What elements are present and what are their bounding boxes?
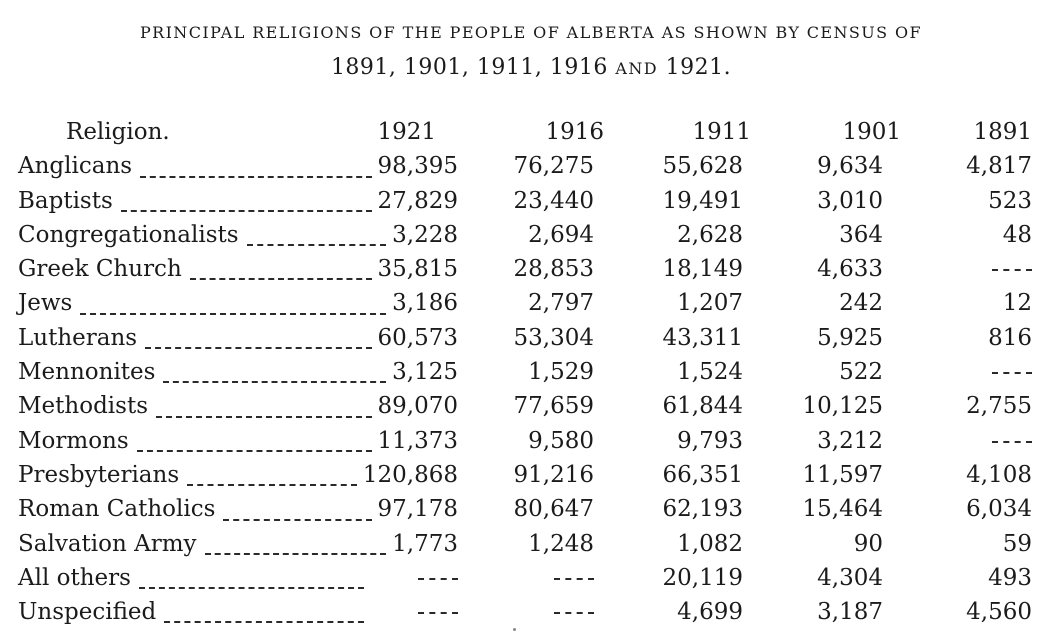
value-1901: 3,212 [817, 427, 883, 454]
header-1921: 1921 [377, 119, 436, 145]
religion-name: Methodists [18, 393, 148, 420]
value-1891: 59 [1002, 530, 1032, 557]
value-1901: 522 [839, 359, 883, 386]
table-row [18, 252, 1032, 286]
value-1891: 6,034 [966, 496, 1032, 523]
value-1911: 43,311 [662, 324, 743, 351]
value-1911: 62,193 [662, 496, 743, 523]
leader-dashes [139, 587, 364, 589]
leader-dashes [190, 278, 372, 280]
title-text: PRINCIPAL RELIGIONS OF THE PEOPLE OF ALBERTA AS SHOWN BY CENSUS OF [139, 23, 923, 42]
table-row [18, 355, 1032, 389]
empty-dash [418, 612, 458, 614]
value-1891: 12 [1002, 290, 1032, 317]
leader-dashes [140, 176, 371, 178]
empty-dash [992, 372, 1032, 374]
value-1891: 48 [1002, 221, 1032, 248]
header-row [18, 115, 1032, 149]
value-1911: 20,119 [662, 564, 743, 591]
value-1916: 2,797 [528, 290, 594, 317]
table-row [18, 218, 1032, 252]
value-1921: 1,773 [392, 530, 458, 557]
header-religion: Religion. [66, 119, 170, 145]
leader-dashes [156, 416, 372, 418]
value-1911: 61,844 [662, 393, 743, 420]
religion-cell [18, 149, 458, 183]
religion-cell [18, 355, 458, 389]
religion-name: Baptists [18, 187, 113, 214]
value-1916: 9,580 [528, 427, 594, 454]
title-line-2 [0, 50, 1062, 86]
religion-name: All others [18, 564, 131, 591]
value-1921-empty [378, 595, 458, 629]
title-last-year: 1921. [665, 55, 732, 80]
value-1916: 80,647 [513, 496, 594, 523]
table-row [18, 595, 1032, 629]
value-1891: 2,755 [966, 393, 1032, 420]
value-1921: 120,868 [362, 461, 458, 488]
empty-dash [554, 612, 594, 614]
leader-dashes [121, 210, 372, 212]
religion-cell [18, 389, 458, 423]
value-1901: 5,925 [817, 324, 883, 351]
table-row [18, 527, 1032, 561]
religion-cell [18, 595, 458, 629]
title-line-1 [0, 14, 1062, 50]
religion-cell [18, 184, 458, 218]
value-1911: 19,491 [662, 187, 743, 214]
leader-dashes [223, 519, 371, 521]
table-row [18, 149, 1032, 183]
header-1916: 1916 [545, 119, 604, 145]
value-1921: 98,395 [377, 153, 458, 180]
value-1891: 4,560 [966, 599, 1032, 626]
value-1891-empty [901, 355, 1032, 389]
value-1911: 66,351 [662, 461, 743, 488]
value-1901: 4,304 [817, 564, 883, 591]
value-1916: 1,529 [528, 359, 594, 386]
value-1916: 2,694 [528, 221, 594, 248]
religion-census-table [18, 115, 1032, 629]
table-row [18, 458, 1032, 492]
value-1911: 9,793 [677, 427, 743, 454]
religion-name: Presbyterians [18, 461, 180, 488]
value-1916-empty [458, 561, 604, 595]
religion-cell [18, 561, 458, 595]
value-1901: 10,125 [802, 393, 883, 420]
religion-name: Lutherans [18, 324, 138, 351]
value-1891: 4,108 [966, 461, 1032, 488]
value-1891-empty [901, 424, 1032, 458]
religion-cell [18, 321, 458, 355]
religion-cell [18, 218, 458, 252]
header-1901: 1901 [842, 119, 901, 145]
value-1901: 364 [839, 221, 883, 248]
value-1911: 1,207 [677, 290, 743, 317]
religion-cell [18, 286, 458, 320]
empty-dash [992, 269, 1032, 271]
leader-dashes [163, 381, 386, 383]
value-1916-empty [458, 595, 604, 629]
table-row [18, 424, 1032, 458]
value-1921: 3,125 [392, 359, 458, 386]
title-and: AND [615, 59, 659, 78]
value-1891: 4,817 [966, 153, 1032, 180]
table-row [18, 321, 1032, 355]
value-1916: 91,216 [513, 461, 594, 488]
religion-cell [18, 252, 458, 286]
value-1916: 1,248 [528, 530, 594, 557]
value-1901: 3,010 [817, 187, 883, 214]
value-1891: 493 [988, 564, 1032, 591]
religion-name: Greek Church [18, 256, 182, 283]
value-1911: 2,628 [677, 221, 743, 248]
value-1921-empty [378, 561, 458, 595]
empty-dash [418, 578, 458, 580]
value-1921: 3,228 [392, 221, 458, 248]
religion-cell [18, 527, 458, 561]
value-1921: 97,178 [377, 496, 458, 523]
religion-name: Unspecified [18, 599, 157, 626]
religion-name: Congregationalists [18, 221, 239, 248]
value-1916: 76,275 [513, 153, 594, 180]
value-1901: 15,464 [802, 496, 883, 523]
value-1921: 35,815 [377, 256, 458, 283]
value-1921: 3,186 [392, 290, 458, 317]
value-1891: 523 [988, 187, 1032, 214]
value-1911: 4,699 [677, 599, 743, 626]
value-1916: 23,440 [513, 187, 594, 214]
religion-cell [18, 492, 458, 526]
value-1921: 27,829 [377, 187, 458, 214]
value-1916: 28,853 [513, 256, 594, 283]
value-1911: 18,149 [662, 256, 743, 283]
value-1891-empty [901, 252, 1032, 286]
table-body [18, 149, 1032, 629]
header-religion-1921 [18, 115, 458, 149]
religion-name: Roman Catholics [18, 496, 216, 523]
value-1901: 9,634 [817, 153, 883, 180]
leader-dashes [164, 621, 364, 623]
table-row [18, 492, 1032, 526]
religion-name: Jews [18, 290, 73, 317]
leader-dashes [187, 484, 357, 486]
religion-name: Anglicans [18, 153, 133, 180]
religion-name: Mormons [18, 427, 129, 454]
religion-name: Salvation Army [18, 530, 197, 557]
table-row [18, 286, 1032, 320]
header-1891: 1891 [973, 119, 1032, 145]
value-1901: 242 [839, 290, 883, 317]
value-1921: 11,373 [377, 427, 458, 454]
table-row [18, 561, 1032, 595]
value-1921: 89,070 [377, 393, 458, 420]
value-1921: 60,573 [377, 324, 458, 351]
table-title [0, 14, 1062, 86]
religion-cell [18, 458, 458, 492]
religion-cell [18, 424, 458, 458]
leader-dashes [145, 347, 371, 349]
speck [513, 628, 516, 631]
value-1911: 55,628 [662, 153, 743, 180]
leader-dashes [80, 313, 386, 315]
leader-dashes [205, 553, 387, 555]
leader-dashes [247, 244, 387, 246]
value-1916: 77,659 [513, 393, 594, 420]
value-1901: 90 [853, 530, 883, 557]
value-1901: 3,187 [817, 599, 883, 626]
value-1901: 4,633 [817, 256, 883, 283]
religion-name: Mennonites [18, 359, 156, 386]
value-1916: 53,304 [513, 324, 594, 351]
value-1891: 816 [988, 324, 1032, 351]
table-row [18, 389, 1032, 423]
empty-dash [554, 578, 594, 580]
leader-dashes [137, 450, 372, 452]
value-1911: 1,082 [677, 530, 743, 557]
title-years: 1891, 1901, 1911, 1916 [330, 55, 608, 80]
header-1911: 1911 [692, 119, 751, 145]
table-row [18, 184, 1032, 218]
value-1901: 11,597 [802, 461, 883, 488]
empty-dash [992, 441, 1032, 443]
value-1911: 1,524 [677, 359, 743, 386]
